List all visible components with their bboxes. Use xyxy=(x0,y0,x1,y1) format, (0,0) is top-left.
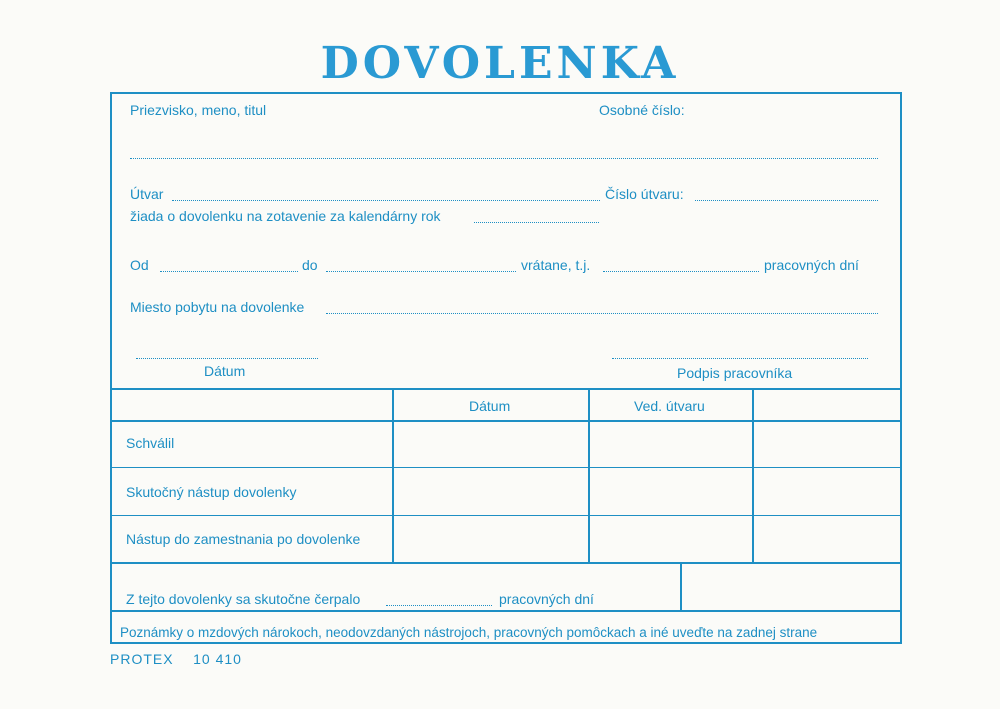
summary-text-before: Z tejto dovolenky sa skutočne čerpalo xyxy=(126,591,361,607)
table-top-border xyxy=(112,388,902,390)
to-label: do xyxy=(302,257,318,273)
summary-box[interactable] xyxy=(682,564,900,608)
date-field[interactable] xyxy=(136,358,318,359)
table-row-divider xyxy=(112,515,902,516)
row-return-label: Nástup do zamestnania po dovolenke xyxy=(126,531,361,547)
vacation-form xyxy=(110,92,902,644)
table-column-divider xyxy=(752,388,754,562)
date-label: Dátum xyxy=(204,363,246,379)
row-actual-start-label: Skutočný nástup dovolenky xyxy=(126,484,297,500)
days-count-field[interactable] xyxy=(603,271,759,272)
note-top-border xyxy=(112,610,902,612)
summary-text-after: pracovných dní xyxy=(499,591,594,607)
from-date-field[interactable] xyxy=(160,271,298,272)
summary-days-field[interactable] xyxy=(386,605,492,606)
row-approved-label: Schválil xyxy=(126,435,175,451)
location-label: Miesto pobytu na dovolenke xyxy=(130,299,305,315)
cell-approved-date[interactable] xyxy=(394,422,586,466)
table-column-divider xyxy=(588,388,590,562)
table-header-date: Dátum xyxy=(469,398,511,414)
from-label: Od xyxy=(130,257,149,273)
note-text: Poznámky o mzdových nárokoch, neodovzdaných nástrojoch, pracovných pomôckach a iné uveďte na zadnej strane xyxy=(120,625,818,640)
footer-code: 10 410 xyxy=(193,651,242,667)
unit-field[interactable] xyxy=(172,200,600,201)
signature-field[interactable] xyxy=(612,358,868,359)
name-label: Priezvisko, meno, titul xyxy=(130,102,267,118)
working-days-label: pracovných dní xyxy=(764,257,859,273)
name-field[interactable] xyxy=(130,158,878,159)
table-header-head: Ved. útvaru xyxy=(634,398,705,414)
year-field[interactable] xyxy=(474,222,599,223)
request-label: žiada o dovolenku na zotavenie za kalendárny rok xyxy=(130,208,441,224)
form-title: DOVOLENKA xyxy=(320,38,680,89)
cell-approved-extra[interactable] xyxy=(754,422,900,466)
personal-number-label: Osobné číslo: xyxy=(599,102,685,118)
footer-brand: PROTEX xyxy=(110,651,174,667)
signature-label: Podpis pracovníka xyxy=(677,365,793,381)
table-row-divider xyxy=(112,467,902,468)
table-column-divider xyxy=(392,388,394,562)
footer xyxy=(110,651,242,667)
unit-label: Útvar xyxy=(130,186,164,202)
cell-approved-head[interactable] xyxy=(590,422,750,466)
unit-number-label: Číslo útvaru: xyxy=(605,186,684,202)
to-date-field[interactable] xyxy=(326,271,516,272)
inclusive-label: vrátane, t.j. xyxy=(521,257,591,273)
unit-number-field[interactable] xyxy=(695,200,878,201)
location-field[interactable] xyxy=(326,313,878,314)
